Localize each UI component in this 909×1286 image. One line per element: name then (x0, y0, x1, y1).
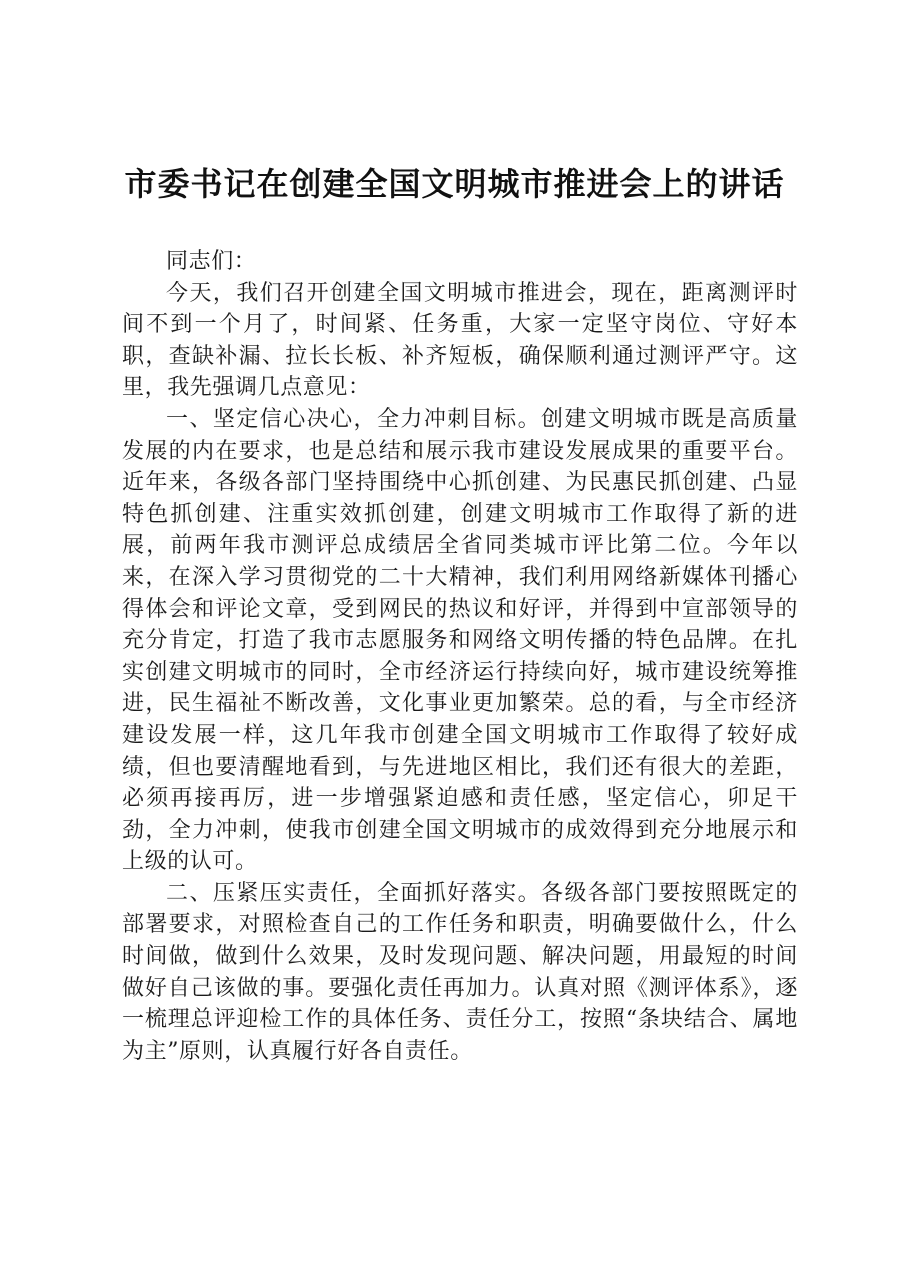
document-body (122, 246, 798, 1067)
paragraph-section-two: 二、压紧压实责任，全面抓好落实。各级各部门要按照既定的部署要求，对照检查自己的工作任务和职责，明确要做什么，什么时间做，做到什么效果，及时发现问题、解决问题，用最短的时间做好自己该做的事。要强化责任再加力。认真对照《测评体系》，逐一梳理总评迎检工作的具体任务、责任分工，按照“条块结合、属地为主”原则，认真履行好各自责任。 (122, 880, 798, 1064)
paragraph-section-one: 一、坚定信心决心，全力冲刺目标。创建文明城市既是高质量发展的内在要求，也是总结和展示我市建设发展成果的重要平台。近年来，各级各部门坚持围绕中心抓创建、为民惠民抓创建、凸显特色抓创建、注重实效抓创建，创建文明城市工作取得了新的进展，前两年我市测评总成绩居全省同类城市评比第二位。今年以来，在深入学习贯彻党的二十大精神，我们利用网络新媒体刊播心得体会和评论文章，受到网民的热议和好评，并得到中宣部领导的充分肯定，打造了我市志愿服务和网络文明传播的特色品牌。在扎实创建文明城市的同时，全市经济运行持续向好，城市建设统筹推进，民生福祉不断改善，文化事业更加繁荣。总的看，与全市经济建设发展一样，这几年我市创建全国文明城市工作取得了较好成绩，但也要清醒地看到，与先进地区相比，我们还有很大的差距，必须再接再厉，进一步增强紧迫感和责任感，坚定信心，卯足干劲，全力冲刺，使我市创建全国文明城市的成效得到充分地展示和上级的认可。 (122, 406, 798, 875)
document-title: 市委书记在创建全国文明城市推进会上的讲话 (124, 165, 785, 203)
paragraph-intro: 今天，我们召开创建全国文明城市推进会，现在，距离测评时间不到一个月了，时间紧、任务重，大家一定坚守岗位、守好本职，查缺补漏、拉长长板、补齐短板，确保顺利通过测评严守。这里，我先强调几点意见： (122, 280, 798, 401)
paragraph-salutation: 同志们： (166, 249, 257, 274)
